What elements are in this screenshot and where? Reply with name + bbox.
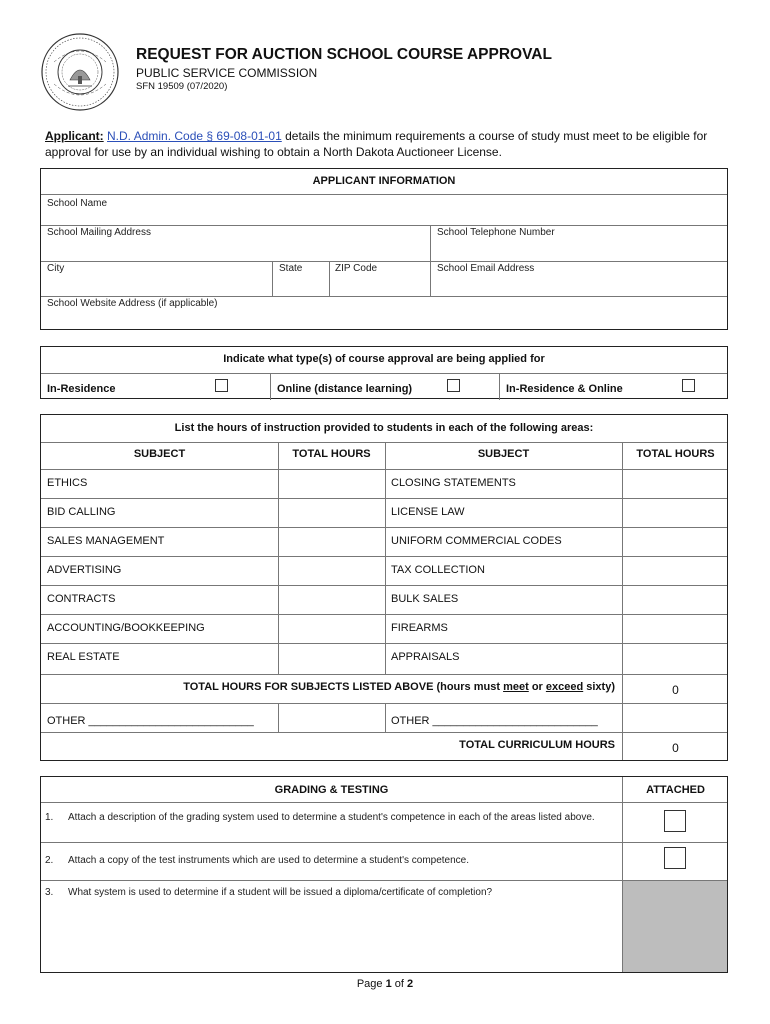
option-online-label: Online (distance learning) bbox=[277, 383, 413, 395]
curriculum-hours-label: TOTAL CURRICULUM HOURS bbox=[459, 739, 615, 751]
state-seal-icon bbox=[40, 32, 120, 112]
website-label: School Website Address (if applicable) bbox=[47, 298, 218, 309]
item-1-text: Attach a description of the grading system used to determine a student's competence in each of the areas listed above. bbox=[68, 812, 595, 823]
subject-sales-management: SALES MANAGEMENT bbox=[47, 535, 165, 547]
other-left-label[interactable]: OTHER ___________________________ bbox=[47, 715, 254, 727]
curriculum-hours-value: 0 bbox=[672, 741, 679, 755]
email-label: School Email Address bbox=[437, 263, 535, 274]
zip-field[interactable] bbox=[331, 275, 427, 295]
intro-text: details the minimum requirements a course of study must meet to be eligible for approval for use by an individual wishing to obtain a North Dakota Auctioneer License. bbox=[45, 129, 708, 159]
state-field[interactable] bbox=[274, 275, 326, 295]
firearms-hours-input[interactable] bbox=[624, 616, 727, 641]
subject-firearms: FIREARMS bbox=[391, 622, 448, 634]
other-right-hours-input[interactable] bbox=[624, 705, 727, 730]
item-1-attached-checkbox[interactable] bbox=[664, 810, 686, 832]
closing-statements-hours-input[interactable] bbox=[624, 471, 727, 496]
subject-header-left: SUBJECT bbox=[133, 448, 186, 460]
subject-appraisals: APPRAISALS bbox=[391, 651, 460, 663]
accounting-bookkeeping-hours-input[interactable] bbox=[280, 616, 383, 641]
city-field[interactable] bbox=[43, 275, 269, 295]
option-both-label: In-Residence & Online bbox=[506, 383, 623, 395]
real-estate-hours-input[interactable] bbox=[280, 645, 383, 670]
zip-label: ZIP Code bbox=[335, 263, 378, 274]
hours-table bbox=[40, 414, 728, 761]
subject-advertising: ADVERTISING bbox=[47, 564, 122, 576]
subject-uniform-commercial-codes: UNIFORM COMMERCIAL CODES bbox=[391, 535, 562, 547]
mailing-address-label: School Mailing Address bbox=[47, 227, 151, 238]
approval-type-section bbox=[40, 346, 728, 399]
tax-collection-hours-input[interactable] bbox=[624, 558, 727, 583]
hours-header-left: TOTAL HOURS bbox=[292, 448, 371, 460]
applicant-information-section bbox=[40, 168, 728, 330]
subject-closing-statements: CLOSING STATEMENTS bbox=[391, 477, 516, 489]
item-3-number: 3. bbox=[45, 887, 54, 898]
in-residence-checkbox[interactable] bbox=[215, 379, 228, 392]
subject-license-law: LICENSE LAW bbox=[391, 506, 465, 518]
item-3-answer-field[interactable] bbox=[45, 903, 619, 969]
telephone-label: School Telephone Number bbox=[437, 227, 555, 238]
intro-paragraph bbox=[45, 128, 745, 160]
grading-heading: GRADING & TESTING bbox=[274, 784, 389, 796]
school-name-field[interactable] bbox=[43, 207, 725, 223]
subject-bid-calling: BID CALLING bbox=[47, 506, 116, 518]
subject-accounting-bookkeeping: ACCOUNTING/BOOKKEEPING bbox=[47, 622, 205, 634]
mailing-address-field[interactable] bbox=[43, 239, 427, 259]
admin-code-link[interactable]: N.D. Admin. Code § 69-08-01-01 bbox=[107, 129, 282, 143]
item-3-shaded-cell bbox=[623, 881, 727, 972]
school-name-label: School Name bbox=[47, 198, 108, 209]
attached-heading: ATTACHED bbox=[646, 784, 705, 796]
license-law-hours-input[interactable] bbox=[624, 500, 727, 525]
ethics-hours-input[interactable] bbox=[280, 471, 383, 496]
in-residence-online-checkbox[interactable] bbox=[682, 379, 695, 392]
page-footer: Page 1 of 2 bbox=[356, 978, 414, 990]
subject-header-right: SUBJECT bbox=[477, 448, 530, 460]
hours-header-right: TOTAL HOURS bbox=[636, 448, 715, 460]
uniform-commercial-codes-hours-input[interactable] bbox=[624, 529, 727, 554]
total-hours-value: 0 bbox=[672, 683, 679, 697]
email-field[interactable] bbox=[433, 275, 725, 295]
city-label: City bbox=[47, 263, 65, 274]
state-label: State bbox=[279, 263, 303, 274]
item-3-text: What system is used to determine if a student will be issued a diploma/certificate of completion? bbox=[68, 887, 493, 898]
bid-calling-hours-input[interactable] bbox=[280, 500, 383, 525]
appraisals-hours-input[interactable] bbox=[624, 645, 727, 670]
approval-type-heading: Indicate what type(s) of course approval are being applied for bbox=[223, 353, 545, 365]
total-hours-label: TOTAL HOURS FOR SUBJECTS LISTED ABOVE (hours must meet or exceed sixty) bbox=[183, 681, 615, 693]
advertising-hours-input[interactable] bbox=[280, 558, 383, 583]
applicant-heading: APPLICANT INFORMATION bbox=[312, 175, 456, 187]
other-right-label[interactable]: OTHER ___________________________ bbox=[391, 715, 598, 727]
subject-tax-collection: TAX COLLECTION bbox=[391, 564, 485, 576]
item-2-attached-checkbox[interactable] bbox=[664, 847, 686, 869]
website-field[interactable] bbox=[43, 310, 725, 327]
subject-bulk-sales: BULK SALES bbox=[391, 593, 459, 605]
item-1-number: 1. bbox=[45, 812, 54, 823]
other-left-hours-input[interactable] bbox=[280, 705, 383, 730]
telephone-field[interactable] bbox=[433, 239, 725, 259]
subject-contracts: CONTRACTS bbox=[47, 593, 116, 605]
sales-management-hours-input[interactable] bbox=[280, 529, 383, 554]
intro-label: Applicant: bbox=[45, 129, 104, 143]
contracts-hours-input[interactable] bbox=[280, 587, 383, 612]
item-2-number: 2. bbox=[45, 855, 54, 866]
form-number: SFN 19509 (07/2020) bbox=[136, 81, 228, 92]
online-checkbox[interactable] bbox=[447, 379, 460, 392]
subject-real-estate: REAL ESTATE bbox=[47, 651, 120, 663]
subject-ethics: ETHICS bbox=[47, 477, 88, 489]
item-2-text: Attach a copy of the test instruments which are used to determine a student's competence. bbox=[68, 855, 470, 866]
hours-heading: List the hours of instruction provided to students in each of the following areas: bbox=[174, 422, 594, 434]
bulk-sales-hours-input[interactable] bbox=[624, 587, 727, 612]
form-title: REQUEST FOR AUCTION SCHOOL COURSE APPROVAL bbox=[136, 46, 552, 63]
option-in-residence-label: In-Residence bbox=[47, 383, 116, 395]
agency-name: PUBLIC SERVICE COMMISSION bbox=[136, 66, 318, 80]
grading-testing-section bbox=[40, 776, 728, 973]
